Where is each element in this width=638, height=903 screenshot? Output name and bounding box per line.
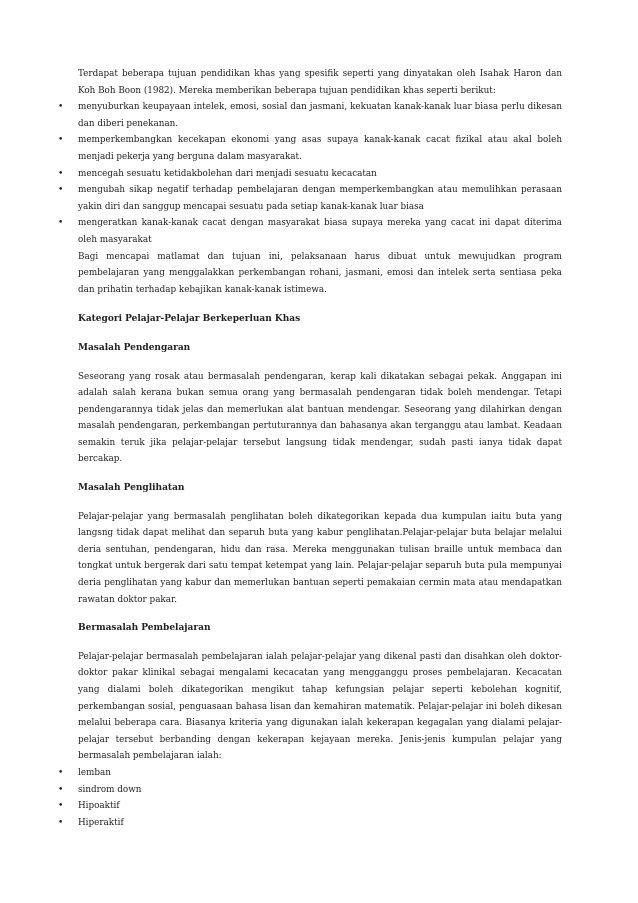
hearing-heading: Masalah Pendengaran [78, 342, 191, 353]
list-item: • mencegah sesuatu ketidakbolehan dari menjadi sesuatu kecacatan [78, 166, 562, 183]
hearing-paragraph: Seseorang yang rosak atau bermasalah pendengaran, kerap kali dikatakan sebagai pekak. Anggapan ini adalah salah kerana bukan semua orang yang bermasalah pendengaran tidak boleh mendengar. Tetapi pendengarannya tidak jelas dan memerlukan alat bantuan mendengar. Seseorang yang dilahirkan dengan masalah pendengaran, perkembangan pertuturannya dan bahasanya akan terganggu atau lambat. Keadaan semakin teruk jika pelajar-pelajar tersebut langsung tidak mendengar, sudah pasti ianya tidak dapat bercakap. [78, 371, 562, 465]
list-item: • lemban [78, 765, 562, 782]
list-item: • Hiperaktif [78, 815, 562, 832]
list-item: • mengeratkan kanak-kanak cacat dengan masyarakat biasa supaya mereka yang cacat ini dapat diterima oleh masyarakat [78, 215, 562, 248]
list-item: • sindrom down [78, 782, 562, 799]
intro-paragraph: Terdapat beberapa tujuan pendidikan khas yang spesifik seperti yang dinyatakan oleh Isahak Haron dan Koh Boh Boon (1982). Mereka memberikan beberapa tujuan pendidikan khas seperti berikut: [78, 69, 562, 96]
bullet-icon: • [58, 102, 64, 113]
category-heading: Kategori Pelajar-Pelajar Berkeperluan Khas [78, 314, 301, 325]
list-item: • mengubah sikap negatif terhadap pembelajaran dengan memperkembangkan atau memulihkan perasaan yakin diri dan sanggup mencapai sesuatu pada setiap kanak-kanak luar biasa [78, 182, 562, 215]
goals-list [58, 99, 562, 248]
vision-heading: Masalah Penglihatan [78, 483, 185, 494]
vision-paragraph: Pelajar-pelajar yang bermasalah penglihatan boleh dikategorikan kepada dua kumpulan iaitu buta yang langsng tidak dapat melihat dan separuh buta yang kabur penglihatan.Pelajar-pelajar buta belajar melalui deria sentuhan, pendengaran, hidu dan rasa. Mereka menggunakan tulisan braille untuk membaca dan tongkat untuk bergerak dari satu tempat ketempat yang lain. Pelajar-pelajar separuh buta pula mempunyai deria penglihatan yang kabur dan memerlukan bantuan seperti pemakaian cermin mata atau mendapatkan rawatan doktor pakar. [78, 511, 562, 605]
bullet-icon: • [58, 784, 64, 795]
closing-paragraph: Bagi mencapai matlamat dan tujuan ini, pelaksanaan harus dibuat untuk mewujudkan program pembelajaran yang menggalakkan perkembangan rohani, jasmani, emosi dan intelek serta sentiasa peka dan prihatin terhadap kebajikan kanak-kanak istimewa. [78, 251, 562, 295]
bullet-icon: • [58, 135, 64, 146]
list-item: • memperkembangkan kecekapan ekonomi yang asas supaya kanak-kanak cacat fizikal atau akal boleh menjadi pekerja yang berguna dalam masyarakat. [78, 132, 562, 165]
bullet-icon: • [58, 185, 64, 196]
list-item: • Hipoaktif [78, 798, 562, 815]
bullet-icon: • [58, 168, 64, 179]
document-body [58, 66, 562, 831]
list-item: • menyuburkan keupayaan intelek, emosi, sosial dan jasmani, kekuatan kanak-kanak luar biasa perlu dikesan dan diberi penekanan. [78, 99, 562, 132]
learning-paragraph: Pelajar-pelajar bermasalah pembelajaran ialah pelajar-pelajar yang dikenal pasti dan disahkan oleh doktor-doktor pakar klinikal sebagai mengalami kecacatan yang mengganggu proses pembelajaran. Kecacatan yang dialami boleh dikategorikan mengikut tahap kefungsian pelajar seperti kebolehan kognitif, perkembangan sosial, penguasaan bahasa lisan dan kemahiran matematik. Pelajar-pelajar ini boleh dikesan melalui beberapa cara. Biasanya kriteria yang digunakan ialah kekerapan kegagalan yang dialami pelajar-pelajar tersebut berbanding dengan kekerapan kejayaan mereka. Jenis-jenis kumpulan pelajar yang bermasalah pembelajaran ialah: [78, 651, 562, 762]
learning-heading: Bermasalah Pembelajaran [78, 623, 211, 634]
bullet-icon: • [58, 767, 64, 778]
learning-types-list [58, 765, 562, 831]
bullet-icon: • [58, 801, 64, 812]
bullet-icon: • [58, 817, 64, 828]
bullet-icon: • [58, 218, 64, 229]
